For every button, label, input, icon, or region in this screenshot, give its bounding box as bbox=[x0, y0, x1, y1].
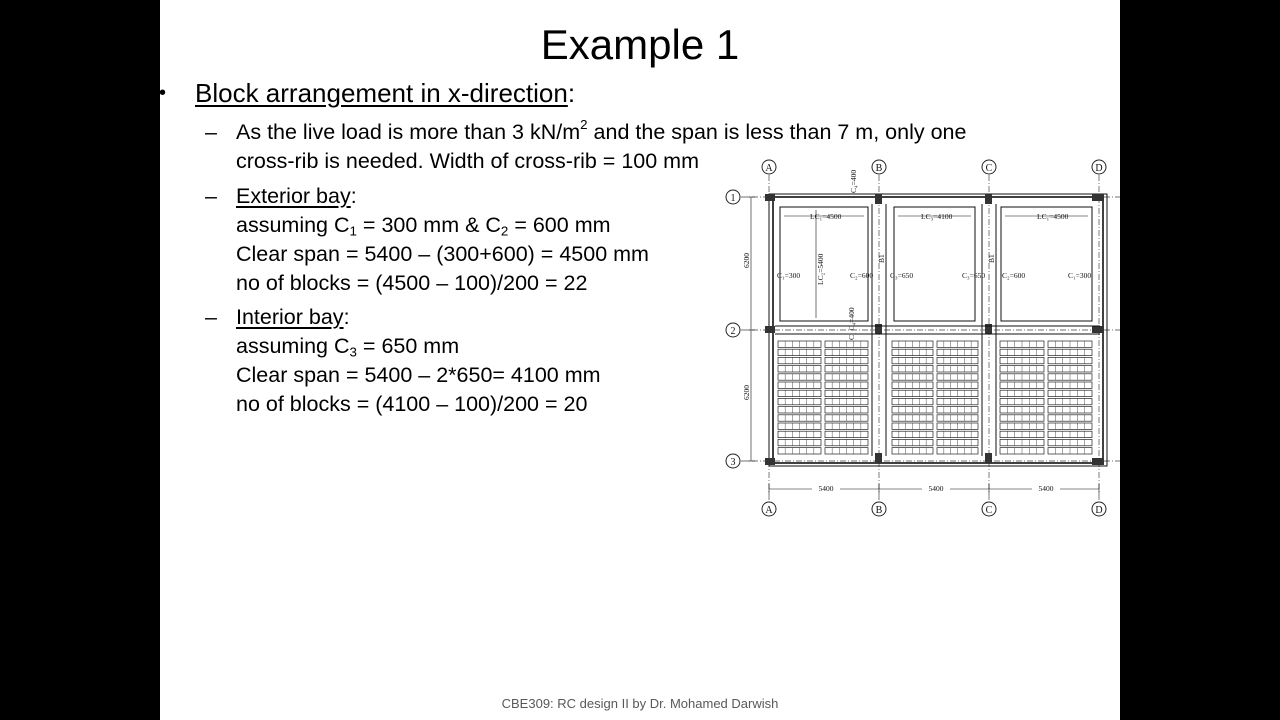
label-c2-right: C₂=600 bbox=[1002, 271, 1026, 280]
label-lc2: LC₂=5400 bbox=[816, 253, 825, 285]
grid-label-a-bottom: A bbox=[765, 505, 773, 516]
dash-icon: – bbox=[205, 120, 217, 144]
dim-bottom-cd: 5400 bbox=[1038, 484, 1054, 493]
grid-label-b-bottom: B bbox=[875, 505, 883, 516]
slide-title: Example 1 bbox=[540, 21, 740, 68]
label-b1-left: B1 bbox=[877, 254, 886, 263]
dim-bottom-ab: 5400 bbox=[818, 484, 834, 493]
interior-clear-span: Clear span = 5400 – 2*650= 4100 mm bbox=[236, 363, 601, 387]
grid-label-1: 1 bbox=[730, 193, 736, 204]
slide-footer: CBE309: RC design II by Dr. Mohamed Darwish bbox=[501, 696, 779, 711]
interior-bay-heading: Interior bay: bbox=[236, 305, 350, 329]
slide bbox=[160, 0, 1120, 720]
floor-plan-drawing bbox=[712, 150, 1120, 528]
interior-no-of-blocks: no of blocks = (4100 – 100)/200 = 20 bbox=[236, 392, 588, 416]
bullet-heading-text: Block arrangement in x-direction bbox=[195, 78, 568, 108]
hollow-block-grid bbox=[778, 341, 1092, 454]
label-c2-left: C₂=600 bbox=[850, 271, 874, 280]
grid-bubbles-top bbox=[762, 160, 1106, 174]
dash-icon: – bbox=[205, 184, 217, 208]
dim-bottom-bc: 5400 bbox=[928, 484, 944, 493]
live-load-line-1: As the live load is more than 3 $kN/m^2$ and the span is less than 7 m, only one bbox=[236, 117, 967, 144]
dim-left-upper: 6200 bbox=[742, 253, 751, 268]
exterior-bay-heading: Exterior bay: bbox=[236, 184, 357, 208]
grid-label-3: 3 bbox=[730, 457, 736, 468]
grid-label-2: 2 bbox=[730, 326, 736, 337]
grid-label-c-top: C bbox=[985, 163, 993, 174]
grid-bubbles-bottom bbox=[762, 502, 1106, 516]
label-c3-left: C₃=650 bbox=[890, 271, 914, 280]
grid-label-c-bottom: C bbox=[985, 505, 993, 516]
exterior-assumption: assuming $C_1 = 300$ mm & $C_2 = 600$ mm bbox=[236, 213, 611, 239]
live-load-line-2: cross-rib is needed. Width of cross-rib = 100 mm bbox=[236, 149, 700, 173]
grid-label-a-top: A bbox=[765, 163, 773, 174]
label-lc1-right: LC₁=4500 bbox=[1037, 212, 1069, 221]
grid-label-b-top: B bbox=[875, 163, 883, 174]
label-c4-mid: C₁ C₄=400 bbox=[847, 307, 856, 340]
bullet-heading bbox=[195, 77, 575, 109]
dim-left-lower: 6200 bbox=[742, 385, 751, 400]
bullet-icon: • bbox=[159, 82, 167, 104]
interior-assumption: assuming $C_3 = 650$ mm bbox=[236, 334, 460, 360]
exterior-no-of-blocks: no of blocks = (4500 – 100)/200 = 22 bbox=[236, 271, 588, 295]
label-b1-right: B1 bbox=[987, 254, 996, 263]
label-c4-top: C₄=400 bbox=[849, 169, 858, 193]
exterior-clear-span: Clear span = 5400 – (300+600) = 4500 mm bbox=[236, 242, 649, 266]
grid-label-d-top: D bbox=[1095, 163, 1103, 174]
label-lc1-left: LC₁=4500 bbox=[810, 212, 842, 221]
bullet-heading-colon: : bbox=[567, 78, 576, 108]
grid-label-d-bottom: D bbox=[1095, 505, 1103, 516]
label-lc3: LC₃=4100 bbox=[921, 212, 953, 221]
label-c1-left: C₁=300 bbox=[777, 271, 801, 280]
label-c1-right: C₁=300 bbox=[1068, 271, 1092, 280]
dash-icon: – bbox=[205, 305, 217, 329]
label-c3-right: C₃=650 bbox=[962, 271, 986, 280]
